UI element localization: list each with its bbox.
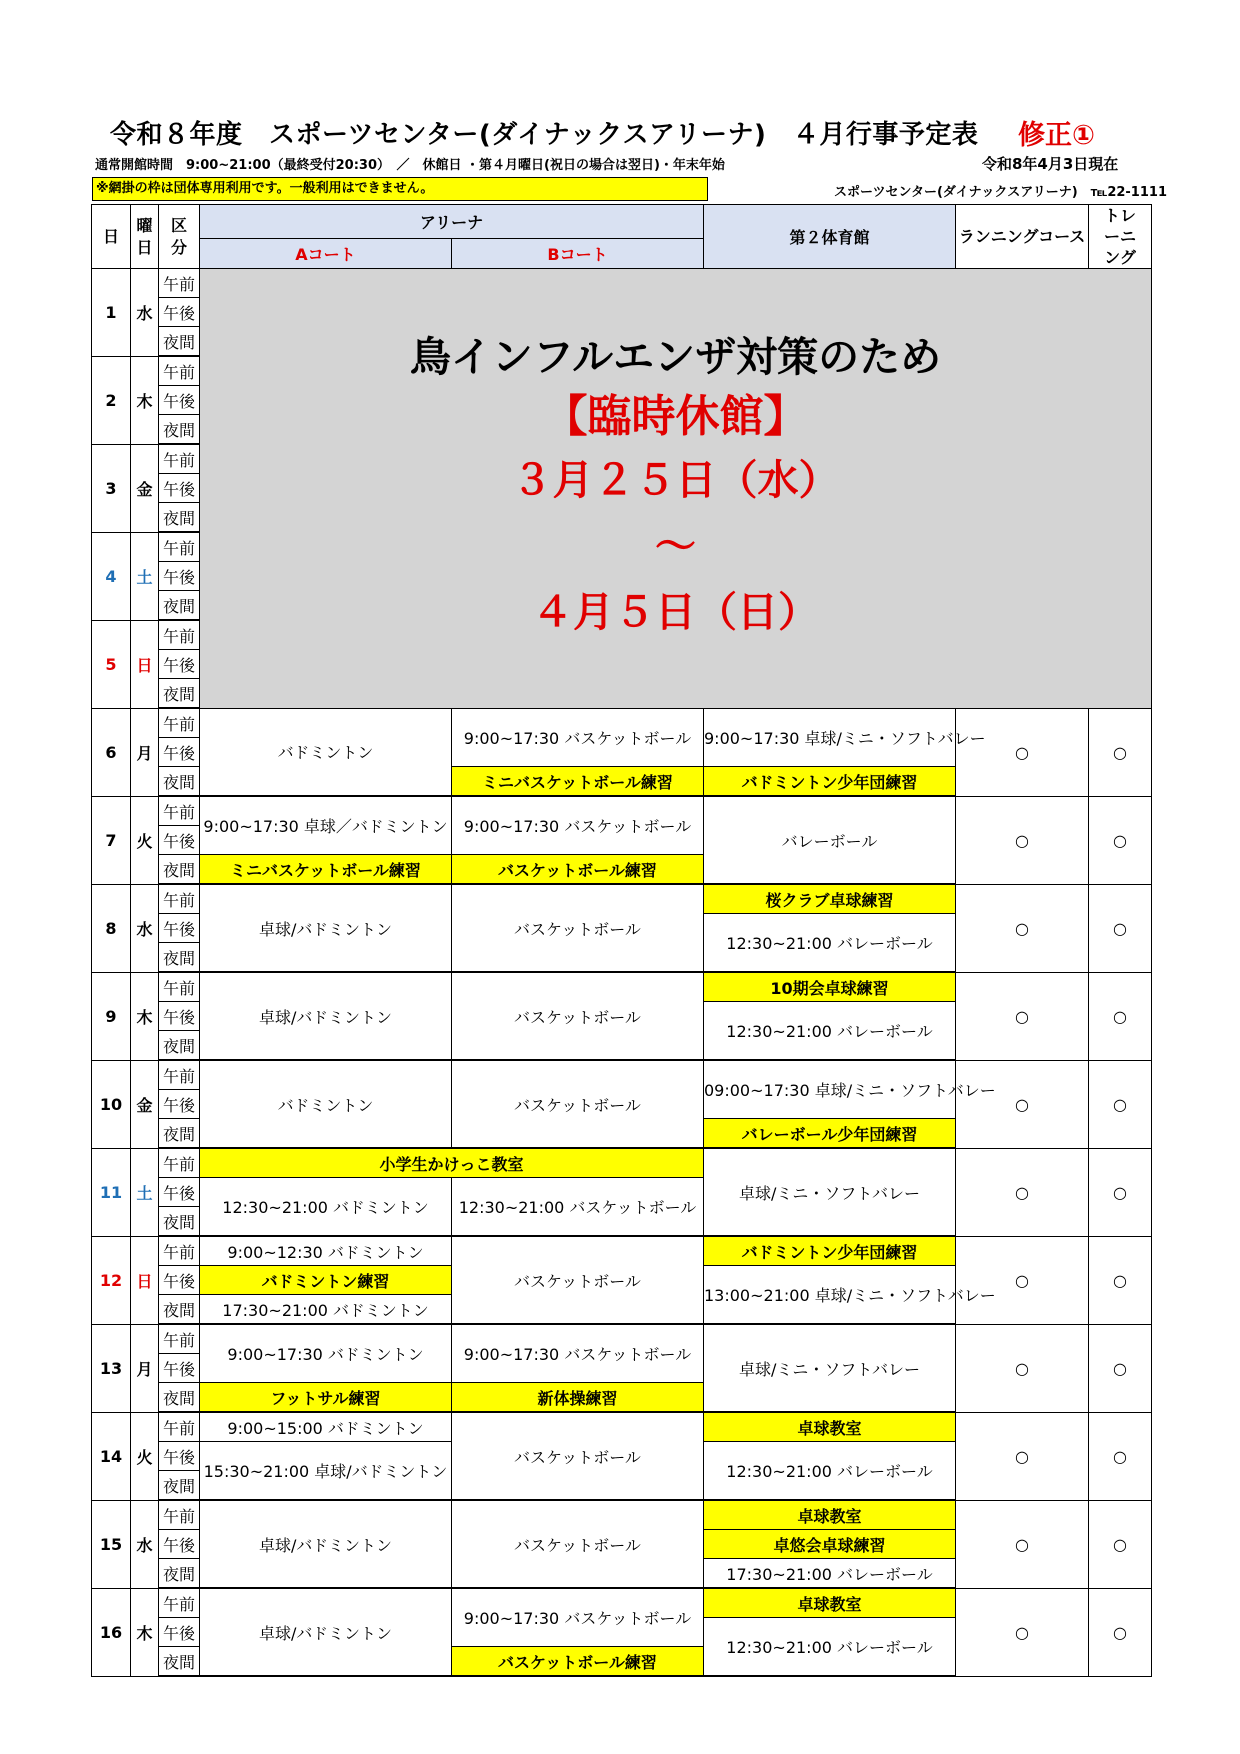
day-of-week: 金 — [131, 444, 159, 532]
group-use-cell: 卓球教室 — [704, 1500, 956, 1530]
court-a-cell: 卓球/バドミントン — [200, 1500, 452, 1588]
court-a-cell: 卓球/バドミントン — [200, 1588, 452, 1676]
gym2-cell: 卓球/ミニ・ソフトバレー — [704, 1324, 956, 1412]
day-of-week: 月 — [131, 1324, 159, 1412]
day-number: 10 — [92, 1060, 131, 1148]
day-of-week: 木 — [131, 1588, 159, 1676]
court-a-cell: 卓球/バドミントン — [200, 972, 452, 1060]
court-a-cell: 9:00~12:30 バドミントン — [200, 1236, 452, 1266]
schedule-table — [91, 204, 1152, 1677]
court-b-cell: 9:00~17:30 バスケットボール — [452, 708, 704, 767]
col-training-label: トレーニング — [1103, 206, 1136, 267]
closure-start-date: ３月２５日（水） — [511, 456, 840, 505]
period-am: 午前 — [159, 269, 200, 298]
day-of-week: 土 — [131, 1148, 159, 1236]
col-day: 日 — [92, 205, 131, 269]
period-pm: 午後 — [159, 1266, 200, 1295]
running-course-available: ○ — [956, 1060, 1089, 1148]
gym2-cell: 12:30~21:00 バレーボール — [704, 1002, 956, 1061]
period-night: 夜間 — [159, 1383, 200, 1413]
day-number: 13 — [92, 1324, 131, 1412]
day-number: 6 — [92, 708, 131, 796]
period-pm: 午後 — [159, 562, 200, 591]
period-night: 夜間 — [159, 1471, 200, 1501]
running-course-available: ○ — [956, 1148, 1089, 1236]
day-of-week: 木 — [131, 356, 159, 444]
court-b-cell: バスケットボール — [452, 972, 704, 1060]
group-use-cell: 卓球教室 — [704, 1412, 956, 1442]
gym2-cell: 9:00~17:30 卓球/ミニ・ソフトバレー — [704, 708, 956, 767]
court-b-cell: バスケットボール — [452, 1236, 704, 1324]
training-available: ○ — [1089, 1588, 1152, 1676]
period-night: 夜間 — [159, 415, 200, 445]
closure-range-tilde: ～ — [655, 522, 696, 570]
court-b-cell: 9:00~17:30 バスケットボール — [452, 796, 704, 855]
day-number: 2 — [92, 356, 131, 444]
day-number: 12 — [92, 1236, 131, 1324]
group-use-cell: ミニバスケットボール練習 — [200, 855, 452, 885]
training-available: ○ — [1089, 884, 1152, 972]
training-available: ○ — [1089, 1412, 1152, 1500]
header-row — [92, 205, 1152, 239]
training-available: ○ — [1089, 708, 1152, 796]
gym2-cell: 12:30~21:00 バレーボール — [704, 914, 956, 973]
col-dow — [131, 205, 159, 269]
period-pm: 午後 — [159, 1178, 200, 1207]
period-am: 午前 — [159, 1500, 200, 1530]
running-course-available: ○ — [956, 1500, 1089, 1588]
period-pm: 午後 — [159, 298, 200, 327]
opening-hours: 通常開館時間 9:00~21:00（最終受付20:30） ／ 休館日 ・第４月曜日(祝日の場合は翌日)・年末年始 — [95, 158, 725, 173]
period-am: 午前 — [159, 532, 200, 562]
court-b-cell: バスケットボール — [452, 1060, 704, 1148]
court-b-cell: 9:00~17:30 バスケットボール — [452, 1588, 704, 1647]
group-use-cell: 新体操練習 — [452, 1383, 704, 1413]
period-night: 夜間 — [159, 1559, 200, 1589]
period-am: 午前 — [159, 1588, 200, 1618]
period-pm: 午後 — [159, 474, 200, 503]
period-am: 午前 — [159, 972, 200, 1002]
closure-reason: 鳥インフルエンザ対策のため — [409, 333, 942, 382]
group-use-cell: バスケットボール練習 — [452, 855, 704, 885]
period-am: 午前 — [159, 1324, 200, 1354]
day-number: 11 — [92, 1148, 131, 1236]
gym2-cell: 17:30~21:00 バレーボール — [704, 1559, 956, 1589]
group-use-cell: 小学生かけっこ教室 — [200, 1148, 704, 1178]
day-of-week: 月 — [131, 708, 159, 796]
period-am: 午前 — [159, 356, 200, 386]
col-running: ランニングコース — [956, 205, 1089, 269]
running-course-available: ○ — [956, 1236, 1089, 1324]
period-night: 夜間 — [159, 767, 200, 797]
facility-contact: スポーツセンター(ダイナックスアリーナ) ℡22-1111 — [834, 185, 1167, 200]
court-a-cell: 15:30~21:00 卓球/バドミントン — [200, 1442, 452, 1501]
period-am: 午前 — [159, 796, 200, 826]
revision-label: 修正① — [1018, 120, 1095, 151]
group-use-cell: フットサル練習 — [200, 1383, 452, 1413]
col-training — [1089, 205, 1152, 269]
temporary-closure-notice — [200, 269, 1152, 709]
day-number: 8 — [92, 884, 131, 972]
col-gym2: 第２体育館 — [704, 205, 956, 269]
period-am: 午前 — [159, 444, 200, 474]
running-course-available: ○ — [956, 1588, 1089, 1676]
day-of-week: 火 — [131, 796, 159, 884]
court-a-cell: 17:30~21:00 バドミントン — [200, 1295, 452, 1325]
training-available: ○ — [1089, 1324, 1152, 1412]
day-number: 7 — [92, 796, 131, 884]
court-a-cell: 9:00~15:00 バドミントン — [200, 1412, 452, 1442]
group-use-cell: バスケットボール練習 — [452, 1647, 704, 1677]
col-arena: アリーナ — [200, 205, 704, 239]
period-am: 午前 — [159, 1412, 200, 1442]
court-b-cell: バスケットボール — [452, 1412, 704, 1500]
group-use-cell: 卓球教室 — [704, 1588, 956, 1618]
training-available: ○ — [1089, 972, 1152, 1060]
period-night: 夜間 — [159, 591, 200, 621]
group-use-cell: 10期会卓球練習 — [704, 972, 956, 1002]
running-course-available: ○ — [956, 708, 1089, 796]
period-night: 夜間 — [159, 503, 200, 533]
period-am: 午前 — [159, 884, 200, 914]
running-course-available: ○ — [956, 972, 1089, 1060]
gym2-cell: 12:30~21:00 バレーボール — [704, 1442, 956, 1501]
day-number: 1 — [92, 269, 131, 357]
day-number: 16 — [92, 1588, 131, 1676]
day-number: 5 — [92, 620, 131, 708]
closure-end-date: ４月５日（日） — [532, 587, 819, 636]
period-am: 午前 — [159, 1060, 200, 1090]
period-night: 夜間 — [159, 943, 200, 973]
col-court-a: Aコート — [200, 238, 452, 268]
period-night: 夜間 — [159, 1295, 200, 1325]
period-am: 午前 — [159, 1148, 200, 1178]
group-use-cell: 桜クラブ卓球練習 — [704, 884, 956, 914]
running-course-available: ○ — [956, 1324, 1089, 1412]
gym2-cell: 12:30~21:00 バレーボール — [704, 1618, 956, 1677]
day-number: 14 — [92, 1412, 131, 1500]
court-a-cell: 9:00~17:30 バドミントン — [200, 1324, 452, 1383]
period-pm: 午後 — [159, 1442, 200, 1471]
period-night: 夜間 — [159, 1031, 200, 1061]
court-b-cell: 9:00~17:30 バスケットボール — [452, 1324, 704, 1383]
day-of-week: 水 — [131, 1500, 159, 1588]
group-use-cell: ミニバスケットボール練習 — [452, 767, 704, 797]
closure-title: 【臨時休館】 — [543, 390, 808, 442]
day-number: 15 — [92, 1500, 131, 1588]
col-court-b: Bコート — [452, 238, 704, 268]
day-of-week: 日 — [131, 1236, 159, 1324]
day-number: 9 — [92, 972, 131, 1060]
day-of-week: 木 — [131, 972, 159, 1060]
court-a-cell: バドミントン — [200, 1060, 452, 1148]
day-of-week: 水 — [131, 884, 159, 972]
period-night: 夜間 — [159, 679, 200, 709]
col-period — [159, 205, 200, 269]
day-of-week: 水 — [131, 269, 159, 357]
day-of-week: 火 — [131, 1412, 159, 1500]
period-am: 午前 — [159, 1236, 200, 1266]
training-available: ○ — [1089, 1148, 1152, 1236]
gym2-cell: 09:00~17:30 卓球/ミニ・ソフトバレー — [704, 1060, 956, 1119]
day-number: 3 — [92, 444, 131, 532]
col-dow-label: 曜日 — [136, 215, 153, 257]
court-b-cell: バスケットボール — [452, 1500, 704, 1588]
shaded-cell-notice: ※網掛の枠は団体専用利用です。一般利用はできません。 — [92, 177, 708, 201]
as-of-date: 令和8年4月3日現在 — [982, 155, 1119, 173]
period-pm: 午後 — [159, 1618, 200, 1647]
page-title: 令和８年度 スポーツセンター(ダイナックスアリーナ) ４月行事予定表 — [110, 120, 979, 150]
court-a-cell: 12:30~21:00 バドミントン — [200, 1178, 452, 1237]
training-available: ○ — [1089, 1236, 1152, 1324]
col-period-label: 区分 — [170, 215, 187, 257]
period-night: 夜間 — [159, 1119, 200, 1149]
running-course-available: ○ — [956, 884, 1089, 972]
gym2-cell: 卓球/ミニ・ソフトバレー — [704, 1148, 956, 1236]
group-use-cell: 卓悠会卓球練習 — [704, 1530, 956, 1559]
court-a-cell: 卓球/バドミントン — [200, 884, 452, 972]
period-pm: 午後 — [159, 826, 200, 855]
period-pm: 午後 — [159, 1002, 200, 1031]
period-pm: 午後 — [159, 386, 200, 415]
court-b-cell: バスケットボール — [452, 884, 704, 972]
training-available: ○ — [1089, 1500, 1152, 1588]
training-available: ○ — [1089, 796, 1152, 884]
period-night: 夜間 — [159, 1647, 200, 1677]
period-pm: 午後 — [159, 650, 200, 679]
court-a-cell: バドミントン — [200, 708, 452, 796]
period-am: 午前 — [159, 708, 200, 738]
day-number: 4 — [92, 532, 131, 620]
period-pm: 午後 — [159, 1354, 200, 1383]
day-of-week: 日 — [131, 620, 159, 708]
period-pm: 午後 — [159, 738, 200, 767]
period-night: 夜間 — [159, 1207, 200, 1237]
period-pm: 午後 — [159, 1090, 200, 1119]
gym2-cell: 13:00~21:00 卓球/ミニ・ソフトバレー — [704, 1266, 956, 1325]
court-b-cell: 12:30~21:00 バスケットボール — [452, 1178, 704, 1237]
day-of-week: 土 — [131, 532, 159, 620]
period-pm: 午後 — [159, 1530, 200, 1559]
period-am: 午前 — [159, 620, 200, 650]
period-night: 夜間 — [159, 327, 200, 357]
day-of-week: 金 — [131, 1060, 159, 1148]
group-use-cell: バドミントン練習 — [200, 1266, 452, 1295]
group-use-cell: バドミントン少年団練習 — [704, 1236, 956, 1266]
group-use-cell: バドミントン少年団練習 — [704, 767, 956, 797]
period-pm: 午後 — [159, 914, 200, 943]
running-course-available: ○ — [956, 796, 1089, 884]
period-night: 夜間 — [159, 855, 200, 885]
gym2-cell: バレーボール — [704, 796, 956, 884]
court-a-cell: 9:00~17:30 卓球／バドミントン — [200, 796, 452, 855]
training-available: ○ — [1089, 1060, 1152, 1148]
running-course-available: ○ — [956, 1412, 1089, 1500]
group-use-cell: バレーボール少年団練習 — [704, 1119, 956, 1149]
